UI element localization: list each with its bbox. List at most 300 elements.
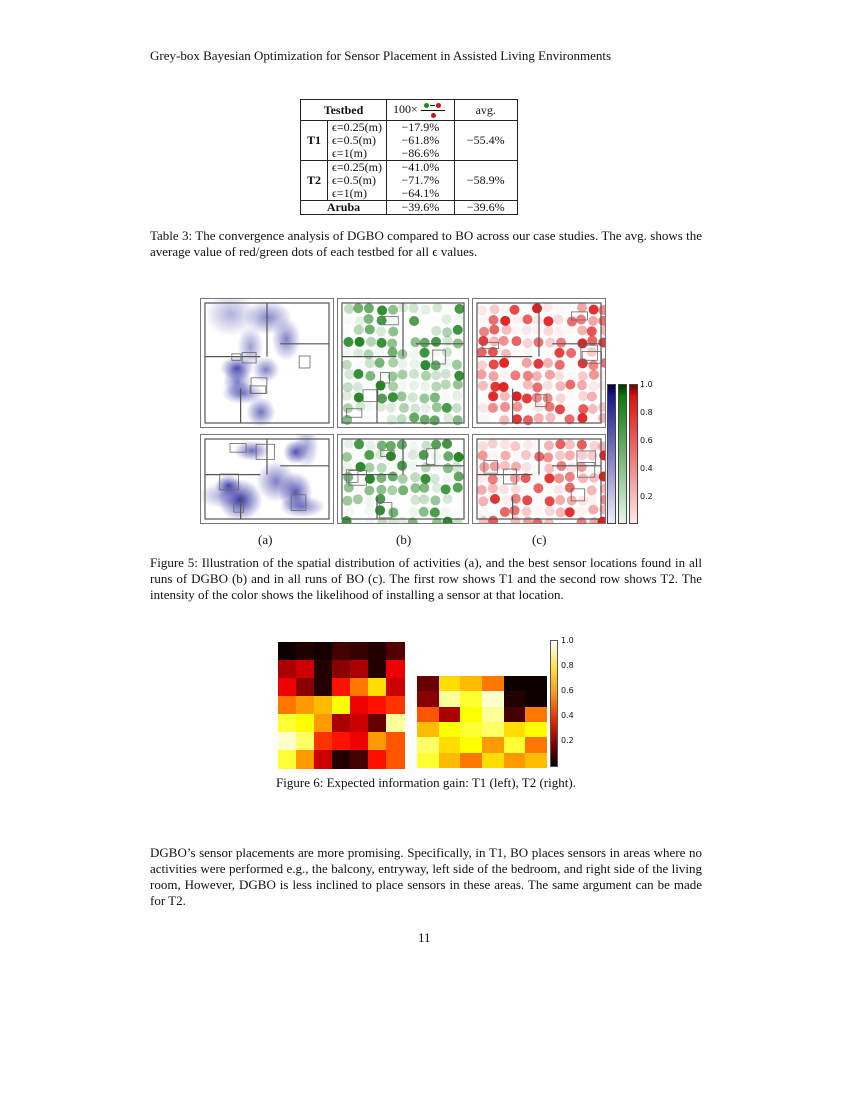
sensor-dot — [409, 349, 419, 359]
sensor-dot — [577, 462, 587, 472]
sensor-dot — [365, 371, 375, 381]
sensor-dot — [431, 337, 441, 347]
heatmap-cell — [386, 660, 405, 679]
sensor-dot — [397, 461, 407, 471]
sensor-dot — [576, 507, 586, 517]
sensor-dot — [478, 336, 488, 346]
sensor-dot — [578, 391, 588, 401]
sensor-dot — [377, 305, 387, 315]
sensor-dot — [588, 505, 598, 515]
heatmap-cell — [504, 722, 526, 738]
floorplan-t2-dgbo — [337, 434, 469, 524]
sensor-dot — [387, 347, 397, 357]
colorbar-tick: 0.4 — [640, 464, 653, 473]
sensor-dot — [419, 494, 429, 504]
sensor-dot — [554, 314, 564, 324]
sensor-dot — [452, 360, 462, 370]
sensor-dot — [555, 439, 565, 449]
sensor-dot — [388, 472, 398, 482]
sensor-dot — [387, 485, 397, 495]
eps-list: ϵ=0.25(m) ϵ=0.5(m) ϵ=1(m) — [328, 121, 387, 161]
sensor-dot — [387, 338, 397, 348]
heatmap-cell — [482, 707, 504, 723]
heatmap-cell — [296, 750, 315, 769]
furniture — [299, 356, 310, 368]
sensor-dot — [355, 451, 365, 461]
sensor-dot — [522, 495, 532, 505]
heatmap-cell — [439, 707, 461, 723]
heatmap-cell — [332, 750, 351, 769]
sensor-dot — [410, 359, 420, 369]
value-list: −17.9% −61.8% −86.6% — [386, 121, 454, 161]
floorplan-svg — [473, 435, 605, 523]
heatmap-cell — [278, 714, 297, 733]
sensor-dot — [556, 338, 566, 348]
heatmap-cell — [417, 737, 439, 753]
heatmap-cell — [439, 722, 461, 738]
sensor-dot — [532, 382, 542, 392]
colorbar-tick: 0.4 — [561, 711, 574, 720]
sensor-dot — [479, 327, 489, 337]
sensor-dot — [567, 360, 577, 370]
sensor-dot — [442, 403, 452, 413]
heatmap-cell — [314, 714, 333, 733]
sensor-dot — [500, 316, 510, 326]
sensor-dot — [522, 506, 532, 516]
sensor-dot — [454, 304, 464, 314]
heatmap-cell — [368, 642, 387, 661]
sensor-dot — [544, 473, 554, 483]
value-aruba: −39.6% — [386, 201, 454, 215]
heatmap-cell — [504, 753, 526, 769]
sensor-dot — [397, 359, 407, 369]
sensor-dot — [478, 451, 488, 461]
sensor-dot — [521, 450, 531, 460]
sensor-dot — [409, 303, 419, 313]
sensor-dot — [598, 316, 605, 326]
sensor-dot — [523, 415, 533, 425]
sensor-dot — [387, 461, 397, 471]
heatmap-cell — [314, 678, 333, 697]
sensor-dot — [353, 494, 363, 504]
sensor-dot — [364, 496, 374, 506]
sensor-dot — [599, 450, 605, 460]
sensor-dot — [499, 484, 509, 494]
sensor-dot — [365, 358, 375, 368]
sensor-dot — [397, 517, 407, 523]
heatmap-cell — [350, 678, 369, 697]
sensor-dot — [353, 369, 363, 379]
sensor-dot — [399, 403, 409, 413]
sensor-dot — [477, 472, 487, 482]
sensor-dot — [566, 391, 576, 401]
heatmap-cell — [417, 753, 439, 769]
heatmap-cell — [314, 642, 333, 661]
sensor-dot — [364, 485, 374, 495]
sensor-dot — [587, 326, 597, 336]
sensor-dot — [364, 380, 374, 390]
sensor-dot — [554, 485, 564, 495]
sensor-dot — [453, 380, 463, 390]
sensor-dot — [522, 303, 532, 313]
sensor-dot — [577, 347, 587, 357]
sensor-dot — [430, 393, 440, 403]
heatmap-cell — [314, 696, 333, 715]
sensor-dot — [490, 414, 500, 424]
heatmap-cell — [350, 750, 369, 769]
sensor-dot — [565, 440, 575, 450]
sensor-dot — [522, 393, 532, 403]
sensor-dot — [432, 303, 442, 313]
sensor-dot — [408, 518, 418, 523]
heatmap-cell — [296, 696, 315, 715]
figure-6-caption: Figure 6: Expected information gain: T1 (left), T2 (right). — [276, 775, 576, 790]
sensor-dot — [589, 473, 599, 483]
sensor-dot — [353, 517, 363, 523]
sensor-dot — [567, 463, 577, 473]
sensor-dot — [398, 474, 408, 484]
page-number: 11 — [418, 930, 431, 945]
sensor-dot — [523, 347, 533, 357]
sensor-dot — [543, 452, 553, 462]
header-metric: 100× — [386, 100, 454, 121]
sensor-dot — [420, 474, 430, 484]
sensor-dot — [500, 507, 510, 517]
heatmap-cell — [350, 714, 369, 733]
heatmap-cell — [332, 642, 351, 661]
sensor-dot — [410, 404, 420, 414]
sensor-dot — [598, 370, 605, 380]
sensor-dot — [452, 403, 462, 413]
heatmap-cell — [314, 660, 333, 679]
table-3 — [300, 99, 518, 215]
sensor-dot — [442, 347, 452, 357]
activity-blob — [279, 496, 325, 518]
sensor-dot — [543, 348, 553, 358]
sensor-dot — [543, 303, 553, 313]
sensor-dot — [342, 360, 352, 370]
heatmap-cell — [296, 732, 315, 751]
heatmap-cell — [460, 753, 482, 769]
sensor-dot — [366, 391, 376, 401]
sensor-dot — [545, 496, 555, 506]
sensor-dot — [523, 314, 533, 324]
heatmap-cell — [525, 676, 547, 692]
sensor-dot — [344, 507, 354, 517]
sensor-dot — [479, 507, 489, 517]
sensor-dot — [577, 380, 587, 390]
sensor-dot — [510, 360, 520, 370]
sensor-dot — [587, 485, 597, 495]
sensor-dot — [478, 496, 488, 506]
sensor-dot — [532, 325, 542, 335]
sensor-dot — [388, 507, 398, 517]
heatmap-cell — [439, 753, 461, 769]
sensor-dot — [409, 380, 419, 390]
sensor-dot — [532, 303, 542, 313]
heatmap-cell — [417, 707, 439, 723]
activity-blob — [256, 461, 295, 502]
sensor-dot — [544, 440, 554, 450]
sensor-dot — [452, 462, 462, 472]
sensor-dot — [544, 463, 554, 473]
sensor-dot — [442, 314, 452, 324]
sensor-dot — [500, 391, 510, 401]
sensor-dot — [355, 316, 365, 326]
heatmap-cell — [296, 678, 315, 697]
sensor-dot — [388, 305, 398, 315]
sensor-dot — [521, 462, 531, 472]
sensor-dot — [511, 462, 521, 472]
sensor-dot — [365, 325, 375, 335]
sensor-dot — [377, 315, 387, 325]
heatmap-cell — [296, 642, 315, 661]
colorbar-tick: 1.0 — [561, 636, 574, 645]
sensor-dot — [523, 517, 533, 523]
heatmap-cell — [386, 678, 405, 697]
heatmap-cell — [368, 714, 387, 733]
sensor-dot — [511, 452, 521, 462]
sensor-dot — [599, 505, 605, 515]
sensor-dot — [364, 402, 374, 412]
sensor-dot — [478, 441, 488, 451]
sensor-dot — [386, 441, 396, 451]
sensor-dot — [599, 462, 605, 472]
sensor-dot — [488, 483, 498, 493]
sensor-dot — [442, 494, 452, 504]
heatmap-cell — [296, 714, 315, 733]
sensor-dot — [510, 505, 520, 515]
sensor-dot — [441, 380, 451, 390]
sensor-dot — [555, 495, 565, 505]
sensor-dot — [421, 371, 431, 381]
heatmap-cell — [386, 750, 405, 769]
sensor-dot — [441, 507, 451, 517]
sensor-dot — [589, 305, 599, 315]
sensor-dot — [545, 370, 555, 380]
sensor-dot — [510, 380, 520, 390]
heatmap-cell — [460, 737, 482, 753]
sensor-dot — [420, 338, 430, 348]
heatmap-cell — [525, 753, 547, 769]
heatmap-cell — [525, 722, 547, 738]
heatmap-cell — [278, 642, 297, 661]
sensor-dot — [488, 507, 498, 517]
heatmap-cell — [482, 676, 504, 692]
sensor-dot — [543, 358, 553, 368]
heatmap-cell — [296, 660, 315, 679]
sensor-dot — [421, 305, 431, 315]
sensor-dot — [419, 450, 429, 460]
sensor-dot — [377, 463, 387, 473]
sensor-dot — [533, 315, 543, 325]
sensor-dot — [431, 440, 441, 450]
sensor-dot — [344, 439, 354, 449]
sensor-dot — [454, 314, 464, 324]
sensor-dot — [399, 507, 409, 517]
avg-t2: −58.9% — [454, 161, 517, 201]
sensor-dot — [397, 494, 407, 504]
running-title: Grey-box Bayesian Optimization for Sensor Placement in Assisted Living Environments — [150, 48, 612, 63]
floorplan-t1-dgbo — [337, 298, 469, 428]
sensor-dot — [565, 472, 575, 482]
sensor-dot — [488, 315, 498, 325]
sensor-dot — [452, 440, 462, 450]
sensor-dot — [499, 369, 509, 379]
value-list: −41.0% −71.7% −64.1% — [386, 161, 454, 201]
sensor-dot — [523, 440, 533, 450]
testbed-t2: T2 — [301, 161, 328, 201]
heatmap-cell — [332, 696, 351, 715]
sensor-dot — [511, 336, 521, 346]
sensor-dot — [343, 472, 353, 482]
sensor-dot — [454, 472, 464, 482]
sensor-dot — [443, 463, 453, 473]
sensor-dot — [532, 463, 542, 473]
sensor-dot — [364, 349, 374, 359]
heatmap-cell — [386, 732, 405, 751]
sensor-dot — [510, 370, 520, 380]
sensor-dot — [366, 440, 376, 450]
floorplan-svg — [201, 435, 333, 523]
sensor-dot — [565, 380, 575, 390]
sensor-dot — [567, 370, 577, 380]
heatmap-cell — [439, 737, 461, 753]
heatmap-cell — [386, 642, 405, 661]
sensor-dot — [397, 391, 407, 401]
sensor-dot — [454, 494, 464, 504]
sublabel-b: (b) — [396, 532, 412, 547]
sensor-dot — [589, 370, 599, 380]
sensor-dot — [577, 440, 587, 450]
sensor-dot — [430, 474, 440, 484]
sensor-dot — [419, 315, 429, 325]
sensor-dot — [511, 484, 521, 494]
sensor-dot — [386, 403, 396, 413]
heatmap-cell — [525, 737, 547, 753]
sensor-dot — [523, 380, 533, 390]
colorbar-blue — [607, 384, 616, 524]
sensor-dot — [343, 403, 353, 413]
heatmap-cell — [482, 691, 504, 707]
heatmap-cell — [368, 750, 387, 769]
sensor-dot — [441, 484, 451, 494]
sensor-dot — [479, 314, 489, 324]
sensor-dot — [388, 516, 398, 523]
heatmap-t2 — [417, 676, 547, 768]
sensor-dot — [578, 473, 588, 483]
sensor-dot — [419, 483, 429, 493]
sensor-dot — [420, 516, 430, 523]
sensor-dot — [399, 337, 409, 347]
sensor-dot — [512, 402, 522, 412]
colorbar-tick: 0.8 — [561, 661, 574, 670]
sensor-dot — [432, 483, 442, 493]
sensor-dot — [354, 439, 364, 449]
sensor-dot — [545, 413, 555, 423]
sensor-dot — [499, 382, 509, 392]
sensor-dot — [512, 314, 522, 324]
sensor-dot — [364, 303, 374, 313]
sensor-dot — [479, 516, 489, 523]
heatmap-cell — [278, 678, 297, 697]
sensor-dot — [441, 391, 451, 401]
colorbar-tick: 1.0 — [640, 380, 653, 389]
sensor-dot — [454, 452, 464, 462]
sensor-dot — [364, 505, 374, 515]
sensor-dot — [431, 451, 441, 461]
testbed-aruba: Aruba — [301, 201, 387, 215]
floorplan-svg — [201, 299, 333, 427]
floorplan-svg — [338, 435, 468, 523]
sensor-dot — [353, 303, 363, 313]
sensor-dot — [397, 450, 407, 460]
sensor-dot — [543, 316, 553, 326]
heatmap-cell — [525, 707, 547, 723]
sensor-dot — [419, 507, 429, 517]
sensor-dot — [598, 381, 605, 391]
heatmap-cell — [504, 676, 526, 692]
sensor-dot — [420, 360, 430, 370]
sensor-dot — [501, 451, 511, 461]
sensor-dot — [565, 450, 575, 460]
sensor-dot — [477, 360, 487, 370]
sensor-dot — [441, 369, 451, 379]
sensor-dot — [554, 327, 564, 337]
sensor-dot — [343, 315, 353, 325]
sensor-dot — [523, 403, 533, 413]
heatmap-cell — [504, 691, 526, 707]
sensor-dot — [501, 303, 511, 313]
sensor-dot — [354, 505, 364, 515]
sensor-dot — [355, 337, 365, 347]
sensor-dot — [589, 381, 599, 391]
sensor-dot — [499, 336, 509, 346]
heatmap-cell — [525, 691, 547, 707]
sensor-dot — [501, 495, 511, 505]
sensor-dot — [545, 338, 555, 348]
sensor-dot — [488, 439, 498, 449]
heatmap-cell — [460, 691, 482, 707]
floorplan-t1-activities — [200, 298, 334, 428]
colorbar-green — [618, 384, 627, 524]
sensor-dot — [388, 392, 398, 402]
sensor-dot — [344, 304, 354, 314]
heatmap-cell — [482, 737, 504, 753]
sensor-dot — [410, 337, 420, 347]
avg-t1: −55.4% — [454, 121, 517, 161]
heatmap-cell — [332, 678, 351, 697]
heatmap-cell — [504, 707, 526, 723]
sensor-dot — [409, 507, 419, 517]
sensor-dot — [408, 392, 418, 402]
sensor-dot — [342, 391, 352, 401]
sensor-dot — [365, 516, 375, 523]
sensor-dot — [452, 391, 462, 401]
sensor-dot — [432, 402, 442, 412]
sensor-dot — [565, 325, 575, 335]
sensor-dot — [577, 303, 587, 313]
sensor-dot — [532, 371, 542, 381]
sensor-dot — [534, 495, 544, 505]
heatmap-cell — [368, 732, 387, 751]
heatmap-cell — [460, 707, 482, 723]
heatmap-cell — [460, 676, 482, 692]
sensor-dot — [432, 518, 442, 523]
sensor-dot — [500, 402, 510, 412]
sensor-dot — [442, 474, 452, 484]
sensor-dot — [430, 507, 440, 517]
